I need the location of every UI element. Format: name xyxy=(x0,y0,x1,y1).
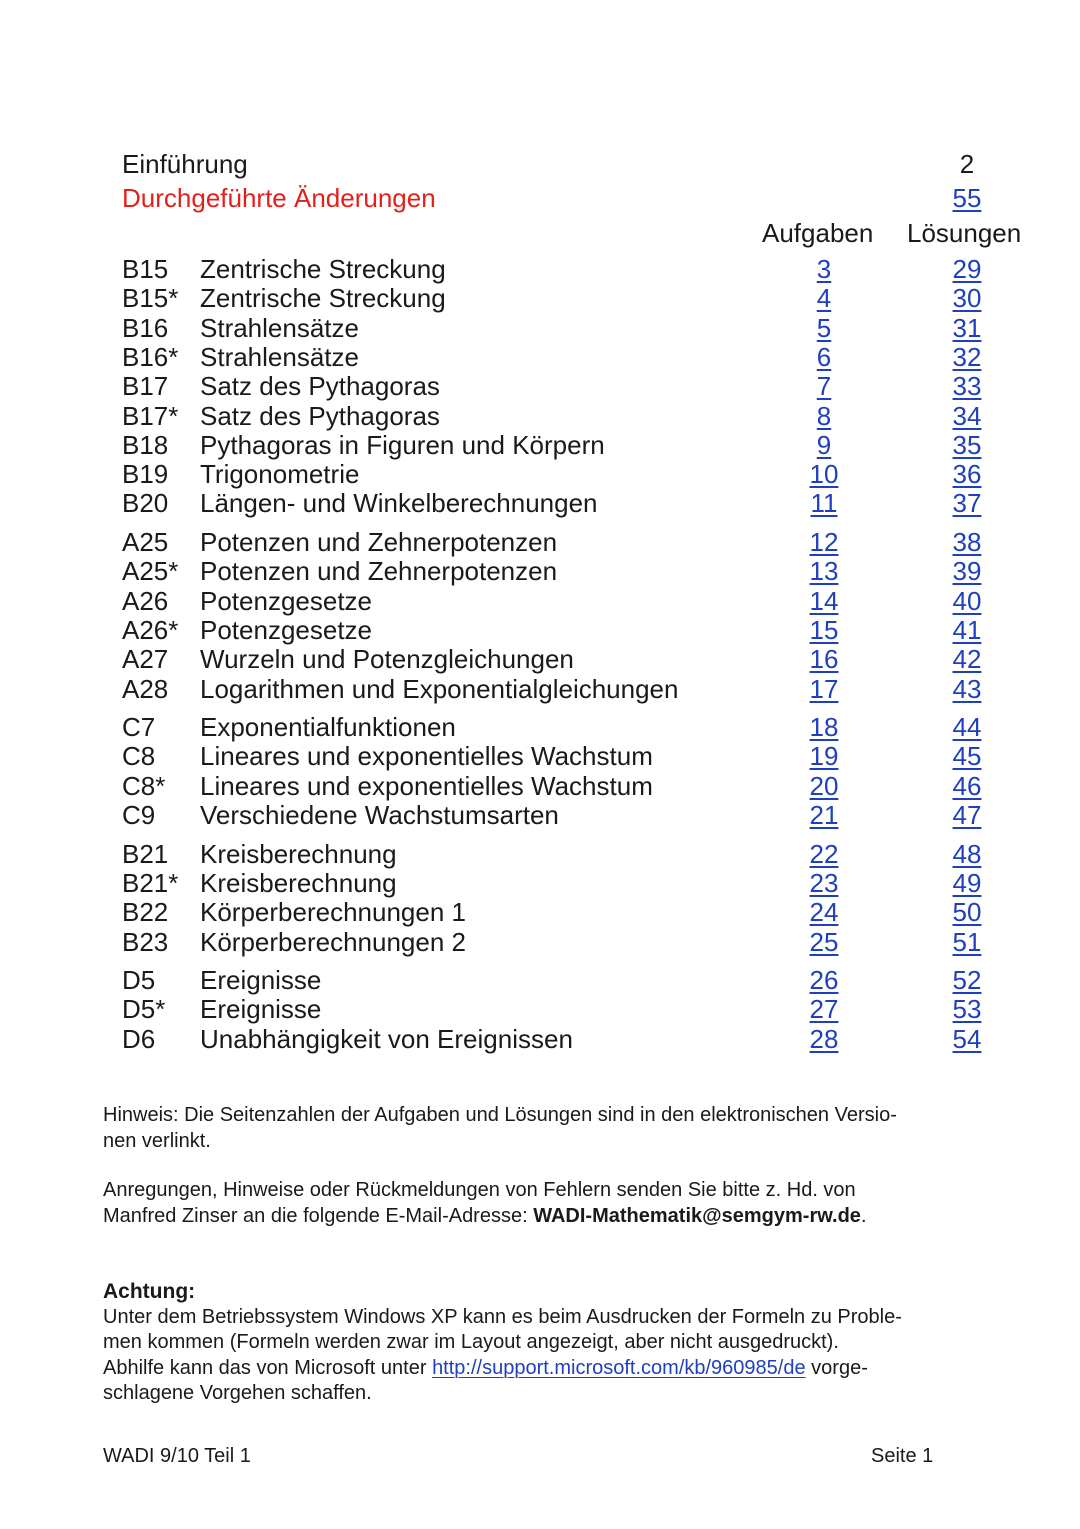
topic-title: Logarithmen und Exponentialgleichungen xyxy=(200,673,679,704)
toc-row xyxy=(122,587,1022,616)
footer-left: WADI 9/10 Teil 1 xyxy=(103,1445,251,1467)
topic-code: C7 xyxy=(122,712,156,743)
topic-title: Körperberechnungen 2 xyxy=(200,926,466,957)
aufgaben-page-link[interactable]: 22 xyxy=(809,838,839,869)
loesungen-page-link[interactable]: 40 xyxy=(952,585,982,616)
loesungen-page-link[interactable]: 47 xyxy=(952,800,982,830)
aufgaben-page-link[interactable]: 18 xyxy=(809,712,839,743)
aufgaben-page-link[interactable]: 10 xyxy=(809,459,839,490)
aufgaben-page-link[interactable]: 13 xyxy=(809,556,839,587)
aufgaben-page-link[interactable]: 3 xyxy=(816,254,832,284)
toc-row xyxy=(122,528,1022,557)
anregung-prefix: Manfred Zinser an die folgende E-Mail-Adresse: xyxy=(103,1204,534,1227)
achtung-line xyxy=(103,1356,1003,1382)
aufgaben-page-link[interactable]: 23 xyxy=(809,867,839,898)
achtung-suffix: vorge- xyxy=(805,1356,868,1379)
topic-title: Ereignisse xyxy=(200,994,322,1025)
loesungen-page-link[interactable]: 30 xyxy=(952,283,982,314)
aufgaben-page-link[interactable]: 14 xyxy=(809,585,839,616)
topic-title: Satz des Pythagoras xyxy=(200,371,440,402)
toc-row xyxy=(122,928,1022,957)
topic-code: B17* xyxy=(122,400,179,431)
topic-code: B17 xyxy=(122,371,169,402)
hinweis-line: Hinweis: Die Seitenzahlen der Aufgaben und Lösungen sind in den elektronischen Versio- xyxy=(103,1104,897,1126)
loesungen-page-link[interactable]: 36 xyxy=(952,459,982,490)
loesungen-page-link[interactable]: 29 xyxy=(952,254,982,284)
aufgaben-page-link[interactable]: 15 xyxy=(809,614,839,645)
toc-row xyxy=(122,801,1022,830)
topic-title: Längen- und Winkelberechnungen xyxy=(200,488,598,519)
topic-title: Trigonometrie xyxy=(200,459,360,490)
aufgaben-page-link[interactable]: 19 xyxy=(809,741,839,772)
topic-title: Ereignisse xyxy=(200,965,322,996)
topic-code: C8* xyxy=(122,770,166,801)
loesungen-page-link[interactable]: 37 xyxy=(952,488,982,519)
toc-row xyxy=(122,675,1022,704)
toc-row xyxy=(122,314,1022,343)
aufgaben-page-link[interactable]: 27 xyxy=(809,994,839,1025)
loesungen-page-link[interactable]: 45 xyxy=(952,741,982,772)
aufgaben-page-link[interactable]: 6 xyxy=(816,341,832,372)
loesungen-page-link[interactable]: 54 xyxy=(952,1023,982,1054)
loesungen-page-link[interactable]: 48 xyxy=(952,838,982,869)
toc-row xyxy=(122,255,1022,284)
achtung-line: men kommen (Formeln werden zwar im Layout angezeigt, aber nicht ausgedruckt). xyxy=(103,1331,839,1353)
achtung-prefix: Abhilfe kann das von Microsoft unter xyxy=(103,1356,433,1379)
topic-title: Zentrische Streckung xyxy=(200,283,446,314)
topic-code: A28 xyxy=(122,673,169,704)
topic-title: Verschiedene Wachstumsarten xyxy=(200,800,559,830)
aufgaben-page-link[interactable]: 16 xyxy=(809,644,839,675)
topic-title: Pythagoras in Figuren und Körpern xyxy=(200,429,605,460)
achtung-heading: Achtung: xyxy=(103,1280,196,1303)
aufgaben-page-link[interactable]: 28 xyxy=(809,1023,839,1054)
topic-code: B20 xyxy=(122,488,169,519)
toc-row xyxy=(122,284,1022,313)
loesungen-page-link[interactable]: 39 xyxy=(952,556,982,587)
achtung-paragraph xyxy=(103,1279,1003,1407)
topic-code: B18 xyxy=(122,429,169,460)
loesungen-page-link[interactable]: 53 xyxy=(952,994,982,1025)
toc-row xyxy=(122,898,1022,927)
aufgaben-page-link[interactable]: 5 xyxy=(816,312,832,343)
microsoft-support-link[interactable]: http://support.microsoft.com/kb/960985/de xyxy=(432,1356,806,1379)
intro-row-aenderungen xyxy=(122,181,1022,215)
topic-code: A27 xyxy=(122,644,169,675)
topic-title: Kreisberechnung xyxy=(200,867,397,898)
topic-code: B23 xyxy=(122,926,169,957)
topic-code: B19 xyxy=(122,459,169,490)
toc-row xyxy=(122,742,1022,771)
toc-row xyxy=(122,869,1022,898)
topic-code: A25* xyxy=(122,556,179,587)
topic-title: Zentrische Streckung xyxy=(200,254,446,284)
topic-title: Strahlensätze xyxy=(200,341,359,372)
loesungen-page-link[interactable]: 32 xyxy=(952,341,982,372)
loesungen-page-link[interactable]: 51 xyxy=(952,926,982,957)
topic-title: Lineares und exponentielles Wachstum xyxy=(200,770,653,801)
topic-code: B16* xyxy=(122,341,179,372)
toc-row xyxy=(122,713,1022,742)
topic-code: D6 xyxy=(122,1023,156,1054)
aufgaben-page-link[interactable]: 4 xyxy=(816,283,832,314)
aufgaben-page-link[interactable]: 20 xyxy=(809,770,839,801)
topic-code: D5 xyxy=(122,965,156,996)
topic-code: A26 xyxy=(122,585,169,616)
topic-code: B22 xyxy=(122,897,169,928)
toc-row xyxy=(122,460,1022,489)
aufgaben-page-link[interactable]: 24 xyxy=(809,897,839,928)
intro-page: 2 xyxy=(959,149,975,179)
loesungen-page-link[interactable]: 41 xyxy=(952,614,982,645)
loesungen-page-link[interactable]: 52 xyxy=(952,965,982,996)
toc-row xyxy=(122,995,1022,1024)
loesungen-page-link[interactable]: 34 xyxy=(952,400,982,431)
toc-row xyxy=(122,557,1022,586)
toc-row xyxy=(122,616,1022,645)
anregung-suffix: . xyxy=(860,1204,867,1227)
topic-code: A26* xyxy=(122,614,179,645)
contact-email: WADI-Mathematik@semgym-rw.de xyxy=(533,1204,861,1227)
loesungen-page-link[interactable]: 38 xyxy=(952,527,982,557)
aufgaben-page-link[interactable]: 21 xyxy=(809,800,839,830)
loesungen-page-link[interactable]: 42 xyxy=(952,644,982,675)
intro-title: Einführung xyxy=(122,149,248,179)
loesungen-page-link[interactable]: 35 xyxy=(952,429,982,460)
aufgaben-page-link[interactable]: 8 xyxy=(816,400,832,431)
toc-row xyxy=(122,966,1022,995)
toc-row xyxy=(122,489,1022,518)
topic-title: Potenzen und Zehnerpotenzen xyxy=(200,527,558,557)
footer-page-number: Seite 1 xyxy=(871,1445,934,1467)
achtung-line: Unter dem Betriebssystem Windows XP kann es beim Ausdrucken der Formeln zu Proble- xyxy=(103,1305,902,1328)
topic-title: Kreisberechnung xyxy=(200,838,397,869)
topic-title: Potenzgesetze xyxy=(200,614,373,645)
achtung-line: schlagene Vorgehen schaffen. xyxy=(103,1382,372,1404)
intro-row-einfuehrung xyxy=(122,147,1022,181)
anregung-line xyxy=(103,1204,1003,1230)
topic-code: A25 xyxy=(122,527,169,557)
anregung-paragraph xyxy=(103,1178,1003,1229)
topic-title: Strahlensätze xyxy=(200,312,359,343)
topic-code: B16 xyxy=(122,312,169,343)
aufgaben-page-link[interactable]: 7 xyxy=(816,371,832,402)
changes-page-link[interactable]: 55 xyxy=(952,183,982,213)
topic-title: Potenzgesetze xyxy=(200,585,373,616)
toc-row xyxy=(122,840,1022,869)
hinweis-paragraph xyxy=(103,1103,1003,1154)
topic-code: B15* xyxy=(122,283,179,314)
topic-code: D5* xyxy=(122,994,166,1025)
topic-title: Wurzeln und Potenzgleichungen xyxy=(200,644,574,675)
loesungen-page-link[interactable]: 33 xyxy=(952,371,982,402)
aufgaben-page-link[interactable]: 9 xyxy=(816,429,832,460)
topic-code: B15 xyxy=(122,254,169,284)
loesungen-page-link[interactable]: 31 xyxy=(952,312,982,343)
aufgaben-page-link[interactable]: 26 xyxy=(809,965,839,996)
topic-title: Körperberechnungen 1 xyxy=(200,897,466,928)
aufgaben-page-link[interactable]: 17 xyxy=(809,673,839,704)
loesungen-page-link[interactable]: 50 xyxy=(952,897,982,928)
column-header-aufgaben: Aufgaben xyxy=(762,218,874,248)
loesungen-page-link[interactable]: 44 xyxy=(952,712,982,743)
toc-row xyxy=(122,372,1022,401)
toc-row xyxy=(122,1025,1022,1054)
topic-code: B21 xyxy=(122,838,169,869)
toc-row xyxy=(122,431,1022,460)
topic-title: Potenzen und Zehnerpotenzen xyxy=(200,556,558,587)
intro-title-red: Durchgeführte Änderungen xyxy=(122,183,436,213)
toc-row xyxy=(122,402,1022,431)
toc-row xyxy=(122,772,1022,801)
aufgaben-page-link[interactable]: 25 xyxy=(809,926,839,957)
topic-title: Lineares und exponentielles Wachstum xyxy=(200,741,653,772)
anregung-line: Anregungen, Hinweise oder Rückmeldungen von Fehlern senden Sie bitte z. Hd. von xyxy=(103,1179,856,1201)
topic-code: C9 xyxy=(122,800,156,830)
topic-title: Unabhängigkeit von Ereignissen xyxy=(200,1023,573,1054)
aufgaben-page-link[interactable]: 12 xyxy=(809,527,839,557)
topic-title: Satz des Pythagoras xyxy=(200,400,440,431)
topic-title: Exponentialfunktionen xyxy=(200,712,456,743)
toc-row xyxy=(122,645,1022,674)
aufgaben-page-link[interactable]: 11 xyxy=(810,488,838,519)
column-header-loesungen: Lösungen xyxy=(907,218,1022,248)
loesungen-page-link[interactable]: 43 xyxy=(952,673,982,704)
topic-code: B21* xyxy=(122,867,179,898)
topic-code: C8 xyxy=(122,741,156,772)
loesungen-page-link[interactable]: 49 xyxy=(952,867,982,898)
loesungen-page-link[interactable]: 46 xyxy=(952,770,982,801)
hinweis-line: nen verlinkt. xyxy=(103,1129,211,1152)
toc-row xyxy=(122,343,1022,372)
